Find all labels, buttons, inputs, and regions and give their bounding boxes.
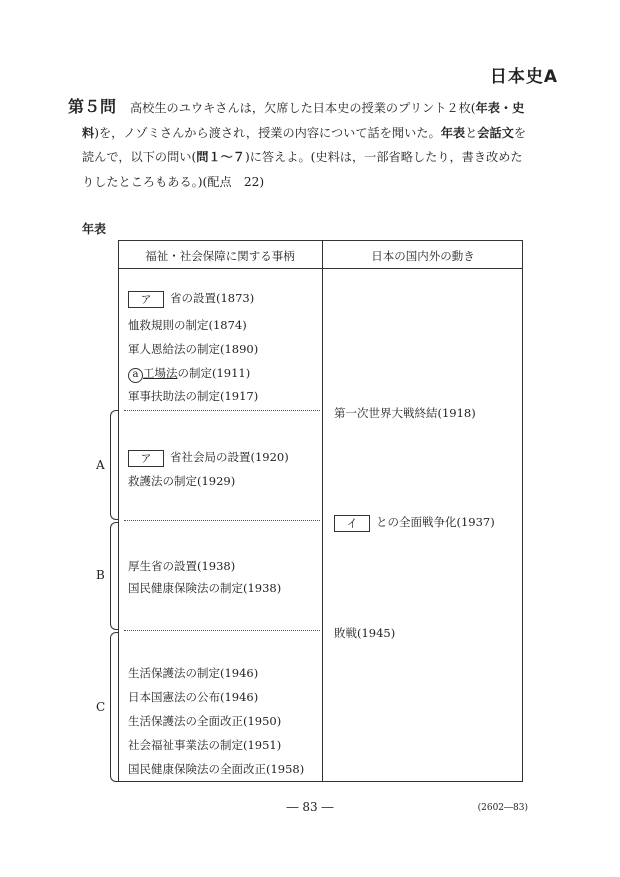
list-item: 国民健康保険法の全面改正(1958) xyxy=(128,762,305,776)
question-text: 第５問 高校生のユウキさんは，欠席した日本史の授業のプリント２枚(年表・史 料)を，ノゾミさんから渡され，授業の内容について話を聞いた。年表と会話文を 読んで，以下の問い(問１～７)に答えよ。(史料は，一部省略したり，書き改めた りしたところもある。)(配点 22) xyxy=(68,97,526,189)
list-item: ア 省の設置(1873) xyxy=(128,290,254,308)
left-column-header: 福祉・社会保障に関する事柄 xyxy=(145,249,295,263)
period-label-a: A xyxy=(96,458,105,472)
period-label-b: B xyxy=(96,568,105,582)
list-item: 恤救規則の制定(1874) xyxy=(128,318,247,332)
column-divider xyxy=(322,240,323,782)
table-heading: 年表 xyxy=(82,222,107,236)
list-item: a 工場法の制定(1911) xyxy=(128,365,250,383)
period-bracket-a xyxy=(110,410,119,520)
list-item: 救護法の制定(1929) xyxy=(128,474,236,488)
list-item: 軍事扶助法の制定(1917) xyxy=(128,389,259,403)
page-number: ― 83 ― xyxy=(286,800,334,814)
circle-a-marker: a xyxy=(128,368,143,383)
list-item: 厚生省の設置(1938) xyxy=(128,559,236,573)
list-item: 生活保護法の制定(1946) xyxy=(128,666,259,680)
list-item: ア 省社会局の設置(1920) xyxy=(128,449,289,467)
list-item: 敗戦(1945) xyxy=(334,626,396,640)
period-bracket-c xyxy=(110,632,119,782)
list-item: 生活保護法の全面改正(1950) xyxy=(128,714,282,728)
list-item: イ との全面戦争化(1937) xyxy=(334,514,495,532)
period-label-c: C xyxy=(96,700,106,714)
list-item: 軍人恩給法の制定(1890) xyxy=(128,342,259,356)
blank-box-i: イ xyxy=(334,515,370,532)
list-item: 日本国憲法の公布(1946) xyxy=(128,690,259,704)
period-divider xyxy=(124,410,320,411)
subject-title: 日本史A xyxy=(489,67,558,87)
period-divider xyxy=(124,520,320,521)
list-item: 第一次世界大戦終結(1918) xyxy=(334,406,476,420)
period-divider xyxy=(124,630,320,631)
blank-box-a: ア xyxy=(128,291,164,308)
list-item: 社会福祉事業法の制定(1951) xyxy=(128,738,282,752)
right-column-header: 日本の国内外の動き xyxy=(371,249,475,263)
blank-box-a: ア xyxy=(128,450,164,467)
question-label: 第５問 xyxy=(68,97,117,116)
list-item: 国民健康保険法の制定(1938) xyxy=(128,581,282,595)
document-code: (2602―83) xyxy=(477,803,528,813)
period-bracket-b xyxy=(110,522,119,630)
header-divider xyxy=(118,268,523,269)
